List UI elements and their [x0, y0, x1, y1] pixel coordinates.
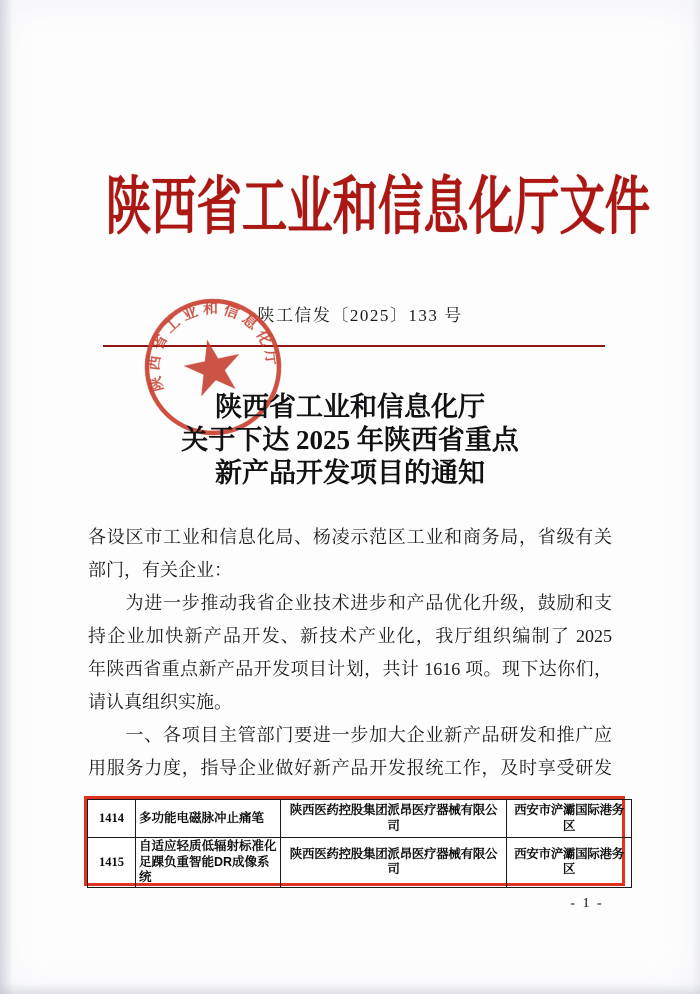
body-line: 请认真组织实施。 — [88, 692, 232, 712]
cell-company-name: 陕西医药控股集团派昂医疗器械有限公司 — [281, 838, 507, 888]
seal-ring-text: 陕西省工业和信息化厅 — [146, 301, 280, 394]
document-body — [88, 521, 612, 785]
table-row — [88, 800, 632, 838]
letterhead-banner — [0, 172, 700, 242]
cell-project-no: 1415 — [88, 838, 136, 888]
letterhead-title: 陕西省工业和信息化厅文件 — [105, 172, 651, 242]
cell-product-name: 自适应轻质低辐射标准化足踝负重智能DR成像系统 — [136, 838, 281, 888]
cell-company-name: 陕西医药控股集团派昂医疗器械有限公司 — [281, 800, 507, 838]
document-title-line2: 关于下达 2025 年陕西省重点 — [181, 425, 519, 455]
cell-district-name: 西安市浐灞国际港务区 — [507, 800, 632, 838]
project-table — [87, 799, 632, 888]
body-line: 持企业加快新产品开发、新技术产业化，我厅组织编制了 2025 — [88, 626, 612, 646]
body-line: 用服务力度，指导企业做好新产品开发报统工作，及时享受研发 — [88, 758, 612, 778]
document-number: 陕工信发〔2025〕133 号 — [257, 306, 463, 325]
table-row — [88, 838, 632, 888]
cell-product-name: 多功能电磁脉冲止痛笔 — [136, 800, 281, 838]
highlighted-table-annotation — [84, 796, 625, 886]
cell-district-name: 西安市浐灞国际港务区 — [507, 838, 632, 888]
document-title — [0, 391, 700, 490]
body-line: 为进一步推动我省企业技术进步和产品优化升级，鼓励和支 — [88, 593, 612, 613]
seal-star-icon — [179, 334, 246, 399]
body-line: 部门，有关企业： — [88, 560, 232, 580]
document-title-line1: 陕西省工业和信息化厅 — [215, 392, 485, 422]
page-number: - 1 - — [570, 896, 604, 911]
document-title-line3: 新产品开发项目的通知 — [215, 458, 485, 488]
cell-project-no: 1414 — [88, 800, 136, 838]
body-line: 一、各项目主管部门要进一步加大企业新产品研发和推广应 — [88, 725, 612, 745]
body-line: 各设区市工业和信息化局、杨凌示范区工业和商务局，省级有关 — [88, 527, 612, 547]
body-line: 年陕西省重点新产品开发项目计划，共计 1616 项。现下达你们， — [88, 659, 612, 679]
